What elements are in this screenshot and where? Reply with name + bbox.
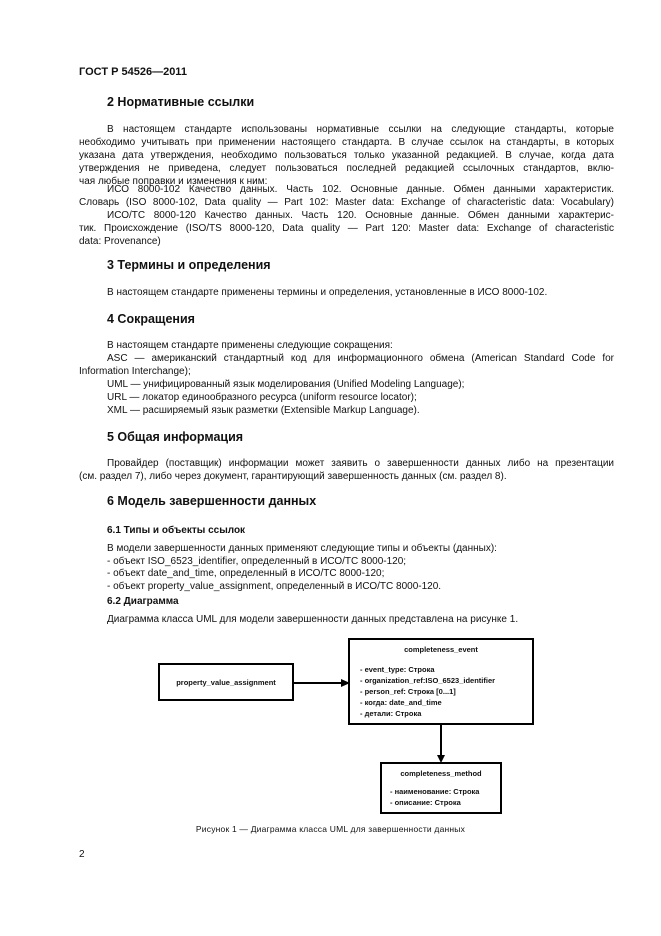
attribute: - детали: Строка [360,709,422,718]
class-name: completeness_event [404,645,478,654]
abbrev-xml: XML — расширяемый язык разметки (Extensible Markup Language). [107,405,420,416]
text-line: ИСО 8000-102 Качество данных. Часть 102. Основные данные. Обмен данными характеристик. [107,184,614,195]
class-name: property_value_assignment [176,677,276,687]
text-line: указана дата утверждения, необходимо пользоваться только указанной редакцией. В случае, когда дата [79,150,614,161]
text-line: чая любые поправки и изменения к ним: [79,176,268,187]
text-line: ИСО/ТС 8000-120 Качество данных. Часть 120. Основные данные. Обмен данными характерис- [107,210,614,221]
text-line: Провайдер (поставщик) информации может заявить о завершенности данных либо на презентации [107,458,614,469]
attribute: - organization_ref:ISO_6523_identifier [360,676,496,685]
section-5-title: 5 Общая информация [107,430,244,444]
text-line: ASC — американский стандартный код для информационного обмена (American Standard Code for [107,353,614,364]
text-line: тик. Происхождение (ISO/TS 8000-120, Data quality — Part 120: Master data: Exchange of characteristic [79,223,614,234]
attribute: - event_type: Строка [360,665,435,674]
subsection-6-2-intro: Диаграмма класса UML для модели завершенности данных представлена на рисунке 1. [107,614,519,625]
text-line: утверждения не приведена, следует пользоваться последней редакцией ссылочных стандартов, вклю- [79,163,614,174]
class-attributes [360,664,522,719]
section-2-title: 2 Нормативные ссылки [107,95,255,109]
figure-caption: Рисунок 1 — Диаграмма класса UML для завершенности данных [195,824,466,834]
section-3-title: 3 Термины и определения [107,258,271,272]
subsection-6-2-title: 6.2 Диаграмма [107,596,179,607]
class-property-value-assignment [158,663,294,701]
section-4-title: 4 Сокращения [107,312,195,326]
text-line: Information Interchange); [79,366,191,377]
subsection-6-1-title: 6.1 Типы и объекты ссылок [107,525,246,536]
section-4-intro: В настоящем стандарте применены следующие сокращения: [107,340,393,351]
class-completeness-event [348,638,534,725]
text-line: необходимо учитывать при применении настоящего стандарта. В случае ссылок на стандарты, в которых [79,137,614,148]
text-line: data: Provenance) [79,236,161,247]
list-item: - объект ISO_6523_identifier, определенный в ИСО/ТС 8000-120; [107,556,407,567]
list-item: - объект date_and_time, определенный в ИСО/ТС 8000-120; [107,568,385,579]
abbrev-uml: UML — унифицированный язык моделирования (Unified Modeling Language); [107,379,465,390]
attribute: - когда: date_and_time [360,698,442,707]
page-number: 2 [79,849,85,860]
document-header: ГОСТ Р 54526—2011 [79,66,187,78]
text-line: В настоящем стандарте использованы нормативные ссылки на следующие стандарты, которые [107,124,614,135]
class-attributes [390,786,492,808]
subsection-6-1-intro: В модели завершенности данных применяют следующие типы и объекты (данных): [107,543,497,554]
class-completeness-method [380,762,502,814]
text-line: (см. раздел 7), либо через документ, гарантирующий завершенность данных (см. раздел 8). [79,471,507,482]
attribute: - person_ref: Строка [0...1] [360,687,456,696]
attribute: - наименование: Строка [390,787,480,796]
class-name: completeness_method [400,769,482,778]
section-3-paragraph: В настоящем стандарте применены термины и определения, установленные в ИСО 8000-102. [107,287,548,298]
list-item: - объект property_value_assignment, определенный в ИСО/ТС 8000-120. [107,581,442,592]
section-6-title: 6 Модель завершенности данных [107,494,317,508]
abbrev-url: URL — локатор единообразного ресурса (uniform resource locator); [107,392,417,403]
text-line: Словарь (ISO 8000-102, Data quality — Part 102: Master data: Exchange of characteristic data: Vocabulary) [79,197,614,208]
attribute: - описание: Строка [390,798,461,807]
